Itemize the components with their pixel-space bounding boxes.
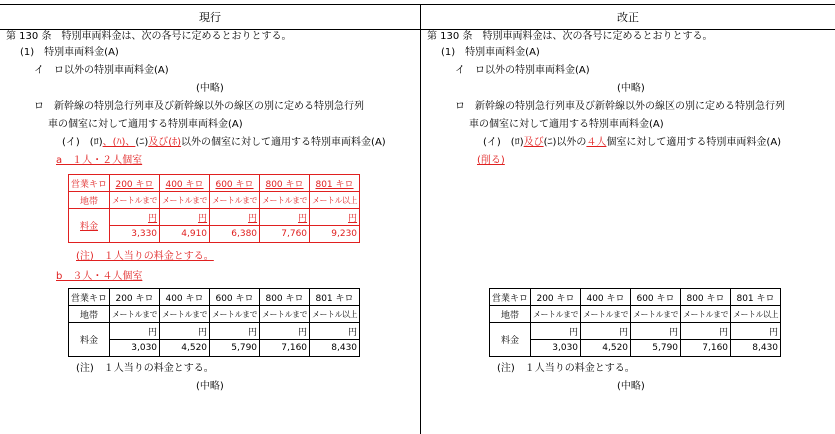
revised-column bbox=[421, 28, 835, 434]
revised-sub-i-prefix: (イ) (ﾛ) bbox=[483, 137, 524, 148]
current-sub-i-red1: 、(ﾊ)、 bbox=[102, 137, 136, 148]
revised-table-value: 3,030 bbox=[531, 340, 581, 357]
revised-table-b3: メートルまで bbox=[631, 306, 681, 323]
table-b-b0: 地帯 bbox=[69, 306, 110, 323]
table-a-h3: 600 キロ bbox=[210, 175, 260, 192]
current-item-i: イ ロ以外の特別車両料金(A) bbox=[34, 65, 169, 76]
revised-omitted-end: (中略) bbox=[617, 381, 645, 392]
revised-omitted: (中略) bbox=[617, 83, 645, 94]
revised-table-unit: 円 bbox=[681, 323, 731, 340]
table-a-unit: 円 bbox=[110, 209, 160, 226]
table-b-b2: メートルまで bbox=[160, 306, 210, 323]
revised-table-h3: 600 キロ bbox=[631, 289, 681, 306]
current-sec-a: a １人・２人個室 bbox=[56, 155, 143, 166]
revised-item-ro-1: ロ 新幹線の特別急行列車及び新幹線以外の線区の別に定める特別急行列 bbox=[455, 101, 785, 112]
revised-deleted: (削る) bbox=[477, 155, 505, 166]
table-b-value: 4,520 bbox=[160, 340, 210, 357]
table-b-h1: 200 キロ bbox=[110, 289, 160, 306]
table-b-h4: 800 キロ bbox=[260, 289, 310, 306]
header-current: 現行 bbox=[0, 4, 420, 30]
revised-table-h5: 801 キロ bbox=[731, 289, 781, 306]
current-sub-i-red2: 及び(ﾎ) bbox=[148, 137, 182, 148]
revised-item-ro-2: 車の個室に対して適用する特別車両料金(A) bbox=[469, 119, 664, 130]
header-revised: 改正 bbox=[421, 4, 835, 30]
revised-table-unit: 円 bbox=[531, 323, 581, 340]
table-b-b3: メートルまで bbox=[210, 306, 260, 323]
current-sec-b: b ３人・４人個室 bbox=[56, 271, 143, 282]
revised-table-h1: 200 キロ bbox=[531, 289, 581, 306]
table-a-unit: 円 bbox=[260, 209, 310, 226]
revised-table-unit: 円 bbox=[631, 323, 681, 340]
table-b-h0: 営業キロ bbox=[69, 289, 110, 306]
table-a-unit: 円 bbox=[310, 209, 360, 226]
table-b-unit: 円 bbox=[310, 323, 360, 340]
current-table-a bbox=[68, 174, 360, 243]
table-b-h3: 600 キロ bbox=[210, 289, 260, 306]
current-sub-i bbox=[62, 136, 386, 150]
table-b-value: 3,030 bbox=[110, 340, 160, 357]
table-b-b1: メートルまで bbox=[110, 306, 160, 323]
revised-table-value: 4,520 bbox=[581, 340, 631, 357]
current-item-ro-1: ロ 新幹線の特別急行列車及び新幹線以外の線区の別に定める特別急行列 bbox=[34, 101, 364, 112]
table-a-b3: メートルまで bbox=[210, 192, 260, 209]
table-a-value: 6,380 bbox=[210, 226, 260, 243]
table-b-b4: メートルまで bbox=[260, 306, 310, 323]
table-b-value: 5,790 bbox=[210, 340, 260, 357]
revised-table-row-label: 料金 bbox=[490, 323, 531, 357]
revised-table-b4: メートルまで bbox=[681, 306, 731, 323]
revised-table-b1: メートルまで bbox=[531, 306, 581, 323]
current-sub-i-prefix: (イ) (ﾛ) bbox=[62, 137, 103, 148]
current-note-b: (注) １人当りの料金とする。 bbox=[76, 363, 214, 374]
revised-note: (注) １人当りの料金とする。 bbox=[497, 363, 635, 374]
table-a-h2: 400 キロ bbox=[160, 175, 210, 192]
table-a-h5: 801 キロ bbox=[310, 175, 360, 192]
current-note-a: (注) １人当りの料金とする。 bbox=[76, 251, 214, 262]
current-table-b bbox=[68, 288, 360, 357]
table-a-b2: メートルまで bbox=[160, 192, 210, 209]
revised-sub-i bbox=[483, 136, 781, 150]
revised-item-i: イ ロ以外の特別車両料金(A) bbox=[455, 65, 590, 76]
table-a-b4: メートルまで bbox=[260, 192, 310, 209]
current-column bbox=[0, 28, 420, 434]
revised-sub-i-red2: ４人 bbox=[586, 137, 607, 148]
table-a-value: 7,760 bbox=[260, 226, 310, 243]
revised-sub-i-mid: (ﾆ)以外の bbox=[543, 137, 587, 148]
revised-table-b2: メートルまで bbox=[581, 306, 631, 323]
table-a-value: 4,910 bbox=[160, 226, 210, 243]
table-a-h1: 200 キロ bbox=[110, 175, 160, 192]
table-a-value: 3,330 bbox=[110, 226, 160, 243]
revised-table-h2: 400 キロ bbox=[581, 289, 631, 306]
revised-table-h4: 800 キロ bbox=[681, 289, 731, 306]
current-sub-i-suffix: 以外の個室に対して適用する特別車両料金(A) bbox=[181, 137, 386, 148]
revised-table-h0: 営業キロ bbox=[490, 289, 531, 306]
revised-item1: (1) 特別車両料金(A) bbox=[441, 47, 540, 58]
table-b-h2: 400 キロ bbox=[160, 289, 210, 306]
table-b-value: 8,430 bbox=[310, 340, 360, 357]
revised-table-b5: メートル以上 bbox=[731, 306, 781, 323]
revised-table-unit: 円 bbox=[731, 323, 781, 340]
table-a-row-label: 料金 bbox=[69, 209, 110, 243]
revised-table-value: 8,430 bbox=[731, 340, 781, 357]
table-a-unit: 円 bbox=[160, 209, 210, 226]
revised-table bbox=[489, 288, 781, 357]
table-b-unit: 円 bbox=[260, 323, 310, 340]
current-item-ro-2: 車の個室に対して適用する特別車両料金(A) bbox=[48, 119, 243, 130]
table-a-value: 9,230 bbox=[310, 226, 360, 243]
current-omitted-end: (中略) bbox=[196, 381, 224, 392]
table-a-b0: 地帯 bbox=[69, 192, 110, 209]
table-b-h5: 801 キロ bbox=[310, 289, 360, 306]
table-a-h0: 営業キロ bbox=[69, 175, 110, 192]
current-omitted: (中略) bbox=[196, 83, 224, 94]
revised-article: 第 130 条 特別車両料金は、次の各号に定めるとおりとする。 bbox=[427, 31, 713, 42]
revised-sub-i-suffix: 個室に対して適用する特別車両料金(A) bbox=[606, 137, 782, 148]
table-b-unit: 円 bbox=[160, 323, 210, 340]
table-b-row-label: 料金 bbox=[69, 323, 110, 357]
table-a-b5: メートル以上 bbox=[310, 192, 360, 209]
revised-sub-i-red1: 及び bbox=[523, 137, 544, 148]
revised-table-value: 5,790 bbox=[631, 340, 681, 357]
table-a-unit: 円 bbox=[210, 209, 260, 226]
table-a-b1: メートルまで bbox=[110, 192, 160, 209]
table-b-unit: 円 bbox=[110, 323, 160, 340]
table-b-unit: 円 bbox=[210, 323, 260, 340]
revised-table-b0: 地帯 bbox=[490, 306, 531, 323]
current-sub-i-mid: (ﾆ) bbox=[135, 137, 149, 148]
table-a-h4: 800 キロ bbox=[260, 175, 310, 192]
table-b-value: 7,160 bbox=[260, 340, 310, 357]
revised-table-unit: 円 bbox=[581, 323, 631, 340]
revised-table-value: 7,160 bbox=[681, 340, 731, 357]
table-b-b5: メートル以上 bbox=[310, 306, 360, 323]
current-item1: (1) 特別車両料金(A) bbox=[20, 47, 119, 58]
current-article: 第 130 条 特別車両料金は、次の各号に定めるとおりとする。 bbox=[6, 31, 292, 42]
